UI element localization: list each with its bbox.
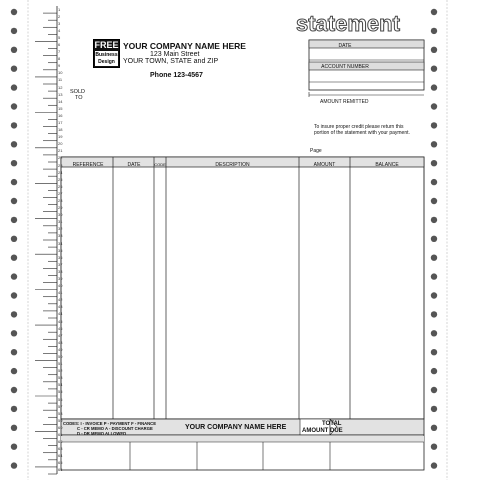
feed-hole (431, 9, 437, 15)
col-header-code: CODE (154, 162, 166, 167)
line-number: 56 (58, 396, 63, 402)
feed-hole (431, 160, 437, 166)
line-number: 51 (58, 361, 63, 367)
feed-hole (11, 122, 17, 128)
line-number: 26 (58, 183, 63, 189)
line-number: 45 (58, 318, 63, 324)
stub-header-shade (61, 436, 424, 442)
line-number: 31 (58, 219, 63, 225)
feed-hole (431, 311, 437, 317)
to-label: TO (75, 95, 83, 101)
line-number: 61 (58, 431, 63, 437)
line-number: 30 (58, 212, 63, 218)
logo-inner (95, 51, 118, 66)
feed-hole (11, 217, 17, 223)
line-number: 15 (58, 105, 63, 111)
company-street: 123 Main Street (150, 51, 200, 58)
line-number: 5 (58, 34, 61, 40)
feed-hole (11, 84, 17, 90)
line-number: 46 (58, 325, 63, 331)
line-number: 48 (58, 339, 63, 345)
line-number: 4 (58, 27, 61, 33)
feed-hole (11, 349, 17, 355)
line-number: 32 (58, 226, 63, 232)
line-number: 6 (58, 41, 61, 47)
feed-hole (431, 28, 437, 34)
feed-hole (431, 462, 437, 468)
line-number: 16 (58, 112, 63, 118)
line-number: 49 (58, 346, 63, 352)
feed-hole (11, 9, 17, 15)
logo (93, 39, 120, 68)
logo-line2: Design (98, 59, 115, 65)
line-number: 17 (58, 119, 63, 125)
line-number: 52 (58, 368, 63, 374)
line-number: 66 (58, 467, 63, 473)
feed-hole (431, 255, 437, 261)
line-number: 35 (58, 247, 63, 253)
line-number: 29 (58, 205, 63, 211)
feed-hole (431, 236, 437, 242)
line-number: 53 (58, 375, 63, 381)
feed-hole (11, 141, 17, 147)
line-number: 57 (58, 403, 63, 409)
line-number: 63 (58, 446, 63, 452)
feed-hole (11, 198, 17, 204)
line-number: 13 (58, 91, 63, 97)
feed-hole (11, 406, 17, 412)
feed-hole (431, 122, 437, 128)
table-border (61, 157, 424, 419)
sold-label: SOLD (70, 89, 85, 95)
line-number: 54 (58, 382, 63, 388)
line-number: 37 (58, 261, 63, 267)
line-number: 33 (58, 233, 63, 239)
feed-hole (11, 444, 17, 450)
line-number: 28 (58, 197, 63, 203)
line-number: 55 (58, 389, 63, 395)
feed-hole (431, 103, 437, 109)
line-number: 3 (58, 20, 61, 26)
feed-hole (431, 141, 437, 147)
line-number: 40 (58, 283, 63, 289)
insure-note: To insure proper credit please return this portion of the statement with your payment. (314, 124, 410, 136)
feed-hole (431, 84, 437, 90)
page-label: Page (310, 148, 322, 154)
feed-hole (11, 425, 17, 431)
codes-line3: D - DR MEMO ALLOWED (77, 430, 127, 436)
feed-hole (431, 273, 437, 279)
company-city: YOUR TOWN, STATE and ZIP (123, 58, 219, 65)
line-number: 43 (58, 304, 63, 310)
total-label: TOTAL (322, 421, 342, 427)
line-number: 60 (58, 424, 63, 430)
line-number: 10 (58, 70, 63, 76)
sold-to-label (70, 89, 85, 101)
line-number: 34 (58, 240, 63, 246)
line-number: 21 (58, 148, 63, 154)
logo-free-text: FREE (94, 40, 119, 50)
company-name: YOUR COMPANY NAME HERE (123, 41, 246, 51)
line-number: 44 (58, 311, 63, 317)
feed-hole (431, 425, 437, 431)
feed-hole (11, 179, 17, 185)
feed-hole (431, 292, 437, 298)
line-number: 36 (58, 254, 63, 260)
line-number: 42 (58, 297, 63, 303)
line-number: 47 (58, 332, 63, 338)
feed-hole (431, 217, 437, 223)
line-number: 2 (58, 13, 61, 19)
logo-line1: Business (95, 52, 118, 58)
col-header-reference: REFERENCE (72, 162, 104, 168)
line-number: 7 (58, 49, 61, 55)
feed-hole (431, 179, 437, 185)
line-number: 11 (58, 77, 63, 83)
line-number: 27 (58, 190, 63, 196)
line-number: 41 (58, 290, 63, 296)
line-number: 18 (58, 127, 63, 133)
amount-remitted-label: AMOUNT REMITTED (320, 99, 369, 105)
feed-hole (431, 368, 437, 374)
feed-hole (11, 160, 17, 166)
feed-hole (11, 368, 17, 374)
line-number: 19 (58, 134, 63, 140)
feed-hole (11, 292, 17, 298)
feed-hole (431, 330, 437, 336)
feed-hole (11, 103, 17, 109)
feed-hole (431, 47, 437, 53)
line-number: 38 (58, 268, 63, 274)
feed-hole (431, 198, 437, 204)
account-box-label: ACCOUNT NUMBER (321, 64, 369, 70)
feed-hole (11, 387, 17, 393)
col-header-date: DATE (127, 162, 141, 168)
line-number: 24 (58, 169, 63, 175)
feed-hole (11, 311, 17, 317)
amount-due-label: AMOUNT DUE (302, 428, 343, 434)
line-number: 23 (58, 162, 63, 168)
feed-hole (11, 330, 17, 336)
line-number: 50 (58, 353, 63, 359)
feed-hole (431, 349, 437, 355)
feed-hole (11, 255, 17, 261)
feed-hole (11, 47, 17, 53)
feed-hole (431, 66, 437, 72)
statement-title: statement (296, 11, 400, 36)
col-header-amount: AMOUNT (313, 162, 336, 168)
total-amount-due-label (302, 421, 343, 435)
feed-hole (11, 273, 17, 279)
feed-hole (431, 387, 437, 393)
date-box-label: DATE (338, 43, 352, 49)
line-number: 1 (58, 6, 61, 12)
feed-hole (431, 444, 437, 450)
line-number: 39 (58, 275, 63, 281)
line-number: 64 (58, 453, 63, 459)
line-number: 58 (58, 410, 63, 416)
line-number: 62 (58, 439, 63, 445)
line-number: 22 (58, 155, 63, 161)
feed-hole (11, 462, 17, 468)
feed-hole (11, 236, 17, 242)
line-number: 65 (58, 460, 63, 466)
line-number: 8 (58, 56, 61, 62)
feed-hole (431, 406, 437, 412)
line-number: 20 (58, 141, 63, 147)
footer-company-name: YOUR COMPANY NAME HERE (185, 424, 287, 431)
col-header-description: DESCRIPTION (215, 162, 250, 168)
line-number: 9 (58, 63, 61, 69)
codes-line2: C - CR MEMO A - DISCOUNT CHARGE (77, 425, 153, 431)
company-phone: Phone 123-4567 (150, 72, 203, 79)
line-number: 12 (58, 84, 63, 90)
feed-hole (11, 66, 17, 72)
col-header-balance: BALANCE (375, 162, 399, 168)
codes-line1: CODES: I - INVOICE P - PAYMENT F - FINANCE (63, 421, 156, 426)
line-number: 25 (58, 176, 63, 182)
feed-hole (11, 28, 17, 34)
codes-legend (63, 422, 156, 436)
line-number: 59 (58, 417, 63, 423)
line-number: 14 (58, 98, 63, 104)
